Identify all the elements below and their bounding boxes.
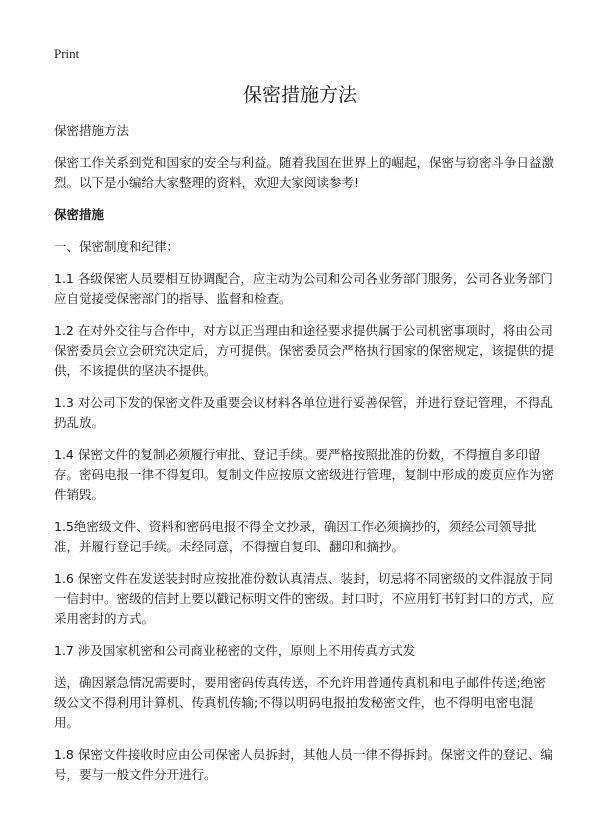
- paragraph-1-4: 1.4 保密文件的复制必须履行审批、登记手续。要严格按照批准的份数，不得擅自多印留存。密码电报一律不得复印。复制文件应按原文密级进行管理，复制中形成的废页应作为密件销毁。: [54, 447, 555, 502]
- paragraph-1-7-continued: 送，确因紧急情况需要时，要用密码传真传送，不允许用普通传真机和电子邮件传送;绝密级公文不得利用计算机、传真机传输;不得以明码电报拍发秘密文件，也不得明电密电混用。: [54, 675, 546, 730]
- subsection-heading: 一、保密制度和纪律：: [54, 239, 180, 254]
- paragraph-1-1: 1.1 各级保密人员要相互协调配合，应主动为公司和公司各业务部门服务，公司各业务部门应自觉接受保密部门的指导、监督和检查。: [54, 271, 553, 306]
- paragraph-1-8: 1.8 保密文件接收时应由公司保密人员拆封，其他人员一律不得拆封。保密文件的登记、编号，要与一般文件分开进行。: [54, 747, 553, 782]
- paragraph-1-6: 1.6 保密文件在发送装封时应按批准份数认真清点、装封，切忌将不同密级的文件混放于同一信封中。密级的信封上要以戳记标明文件的密级。封口时，不应用钉书钉封口的方式，应采用密封的方式。: [54, 571, 555, 626]
- page-title: 保密措施方法: [242, 84, 357, 106]
- paragraph-1-2: 1.2 在对外交往与合作中，对方以正当理由和途径要求提供属于公司机密事项时，将由公司保密委员会立会研究决定后，方可提供。保密委员会严格执行国家的保密规定，该提供的提供，不该提供的坚决不提供。: [54, 323, 555, 378]
- intro-paragraph: 保密工作关系到党和国家的安全与利益。随着我国在世界上的崛起，保密与窃密斗争日益激烈。以下是小编给大家整理的资料，欢迎大家阅读参考!: [54, 155, 555, 190]
- article-subtitle: 保密措施方法: [54, 123, 130, 138]
- section-heading: 保密措施: [54, 207, 105, 222]
- print-label: Print: [54, 46, 80, 61]
- paragraph-1-3: 1.3 对公司下发的保密文件及重要会议材料各单位进行妥善保管，并进行登记管理，不得乱扔乱放。: [54, 395, 553, 430]
- article-body: [54, 121, 554, 797]
- paragraph-1-5: 1.5绝密级文件、资料和密码电报不得全文抄录，确因工作必须摘抄的，须经公司领导批准，并履行登记手续。未经同意，不得擅自复印、翻印和摘抄。: [54, 519, 537, 554]
- paragraph-1-7: 1.7 涉及国家机密和公司商业秘密的文件，原则上不用传真方式发: [54, 643, 416, 658]
